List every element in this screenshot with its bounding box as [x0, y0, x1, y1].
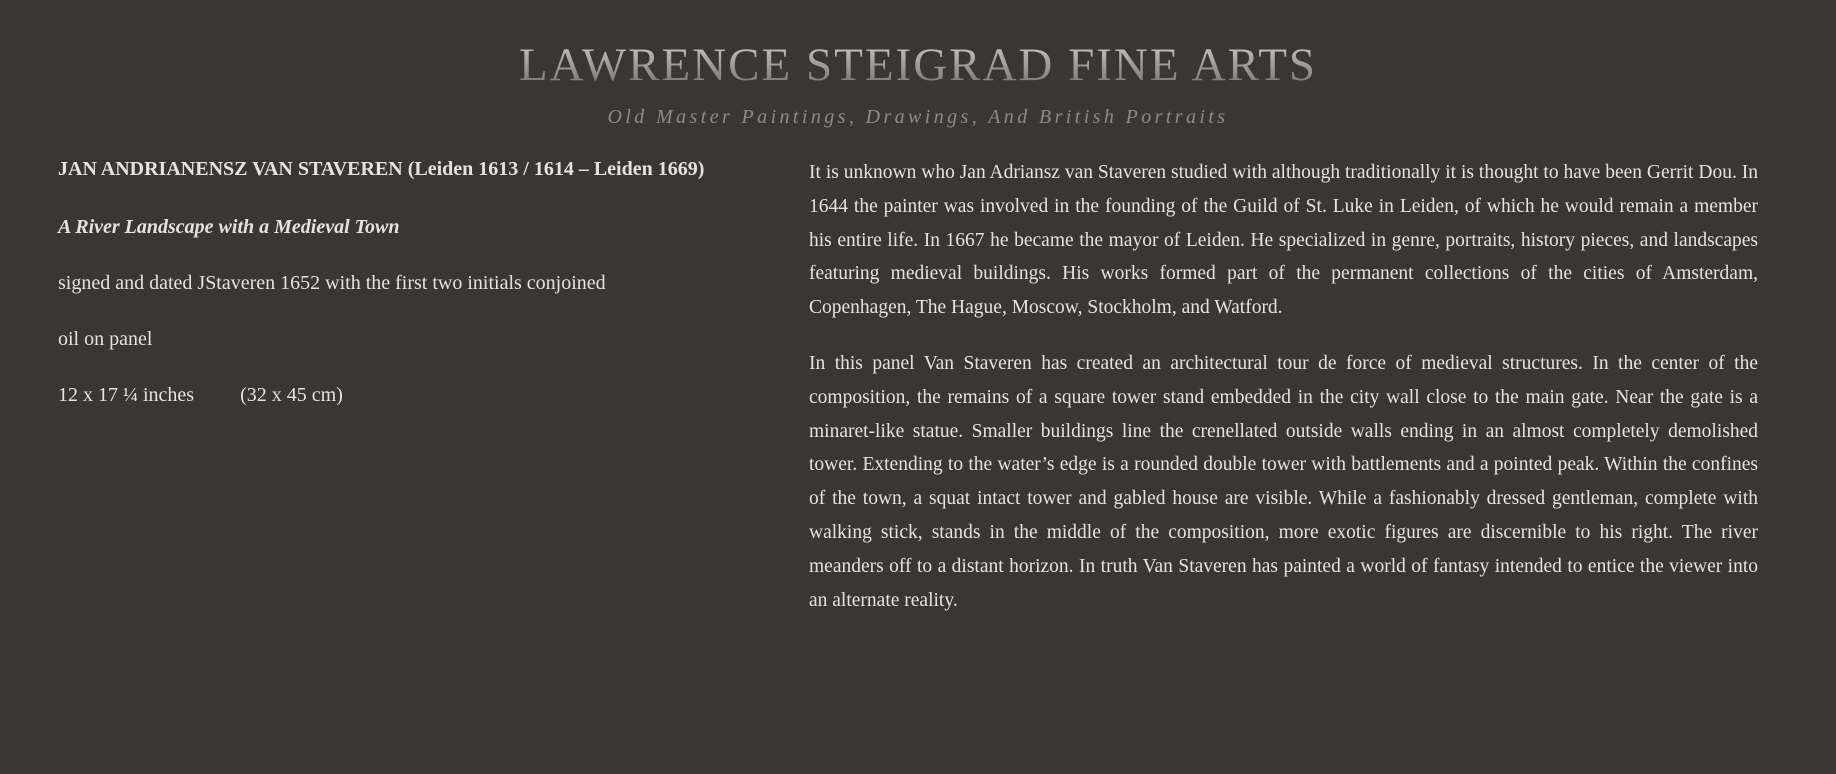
medium-line: oil on panel: [58, 328, 153, 350]
description-paragraph-2: In this panel Van Staveren has created an architectural tour de force of medieval structures. In the center of the composition, the remains of a square tower stand embedded in the city wall close to the main gate. Near the gate is a minaret-like statue. Smaller buildings line the crenellated outside walls ending in an almost completely demolished tower. Extending to the water’s edge is a rounded double tower with battlements and a pointed peak. Within the confines of the town, a squat intact tower and gabled house are visible. While a fashionably dressed gentleman, complete with walking stick, stands in the middle of the composition, more exotic figures are discernible to his right. The river meanders off to a distant horizon. In truth Van Staveren has painted a world of fantasy intended to entice the viewer into an alternate reality.: [809, 352, 1758, 611]
dimensions-metric: (32 x 45 cm): [240, 384, 343, 406]
signature-line: signed and dated JStaveren 1652 with the first two initials conjoined: [58, 272, 606, 294]
dimensions-imperial: 12 x 17 ¼ inches: [58, 384, 195, 406]
dimensions-line: [58, 384, 343, 407]
site-title[interactable]: LAWRENCE STEIGRAD FINE ARTS: [0, 38, 1836, 92]
artist-name: JAN ANDRIANENSZ VAN STAVEREN: [58, 158, 403, 180]
description-paragraph-1: It is unknown who Jan Adriansz van Staveren studied with although traditionally it is thought to have been Gerrit Dou. In 1644 the painter was involved in the founding of the Guild of St. Luke in Leiden, of which he would remain a member his entire life. In 1667 he became the mayor of Leiden. He specialized in genre, portraits, history pieces, and landscapes featuring medieval buildings. His works formed part of the permanent collections of the cities of Amsterdam, Copenhagen, The Hague, Moscow, Stockholm, and Watford.: [809, 162, 1758, 319]
painting-title: A River Landscape with a Medieval Town: [58, 216, 400, 238]
artwork-description: [809, 156, 1758, 639]
site-subtitle: Old Master Paintings, Drawings, And British Portraits: [607, 106, 1229, 128]
artwork-details: [58, 158, 798, 406]
artist-dates: (Leiden 1613 / 1614 – Leiden 1669): [407, 158, 705, 180]
artist-line: [58, 158, 798, 181]
